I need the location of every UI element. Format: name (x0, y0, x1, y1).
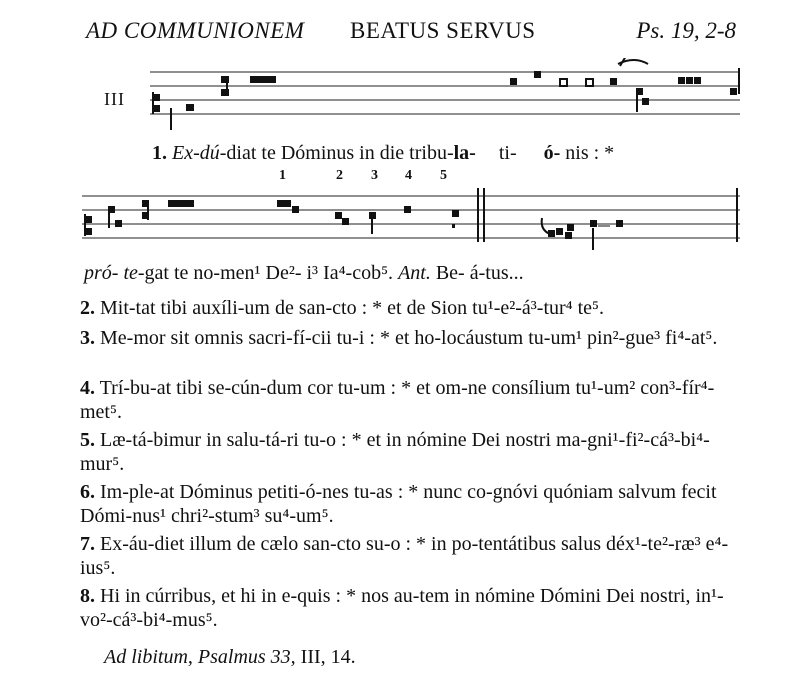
verse-7-text: Ex-áu-diet illum de cælo san-cto su-o : * in po-tentátibus salus déx¹-te²-ræ³ e⁴-ius⁵. (80, 533, 729, 579)
accent-number-3: 3 (371, 168, 378, 183)
header-title-italic: AD COMMUNIONEM (86, 18, 305, 43)
c-clef-icon (152, 92, 160, 114)
syllable-la: la- (453, 142, 476, 164)
page-header (86, 16, 746, 50)
verse-8-text: Hi in cúrribus, et hi in e-quis : * nos au-tem in nómine Dómini Dei nostri, in¹-vo²-cá³-bi⁴-mus⁵. (80, 585, 724, 631)
syllable-o: ó- (543, 142, 561, 164)
verse-4-text: Trí-bu-at tibi se-cún-dum cor tu-um : * et om-ne consílium tu¹-um² con³-fír⁴-met⁵. (80, 377, 715, 423)
verse-4-number: 4. (80, 377, 95, 399)
verse-4 (80, 376, 740, 424)
syllable-ti: ti- (498, 142, 517, 164)
staff-1-notation (150, 58, 742, 134)
psalm-reference: Ps. 19, 2-8 (636, 18, 736, 43)
neumes-staff-1 (170, 68, 740, 130)
underlay-rest: diat te Dóminus in die tribu- (226, 142, 454, 164)
second-underlay (84, 262, 524, 285)
c-clef-icon-2 (84, 214, 92, 236)
syllable-ex-du: Ex-dú- (172, 142, 227, 164)
accent-number-5: 5 (440, 168, 447, 183)
syllable-pro-te: pró- te- (84, 262, 145, 284)
footer-number: 14. (330, 646, 356, 668)
verse-5-number: 5. (80, 429, 95, 451)
intonation-underlay (152, 142, 614, 165)
accent-number-1: 1 (279, 168, 286, 183)
verse-2-number: 2. (80, 297, 95, 319)
verse-7 (80, 532, 740, 580)
chant-staff-1 (150, 58, 742, 134)
verse-6-text: Im-ple-at Dóminus petiti-ó-nes tu-as : * nunc co-gnóvi quóniam salvum fecit Dómi-nus¹ chri²-stum³ su⁴-um⁵. (80, 481, 717, 527)
neumes-staff-2 (108, 188, 738, 250)
verse-6-number: 6. (80, 481, 95, 503)
verse-7-number: 7. (80, 533, 95, 555)
verse-3 (80, 326, 740, 350)
verse-3-text: Me-mor sit omnis sacri-fí-cii tu-i : * et ho-locáustum tu-um¹ pin²-gue³ fi⁴-at⁵. (100, 327, 718, 349)
verse-5-text: Læ-tá-bimur in salu-tá-ri tu-o : * et in nómine Dei nostri ma-gni¹-fi²-cá³-bi⁴-mur⁵. (80, 429, 710, 475)
header-title-roman: BEATUS SERVUS (350, 18, 536, 43)
verse-3-number: 3. (80, 327, 95, 349)
staff-2-notation (82, 188, 742, 258)
chant-staff-2 (82, 188, 742, 258)
mode-label: III (104, 89, 125, 109)
verse-5 (80, 428, 740, 476)
verse-8 (80, 584, 740, 632)
verse-2-text: Mit-tat tibi auxíli-um de san-cto : * et de Sion tu¹-e²-á³-tur⁴ te⁵. (100, 297, 605, 319)
verse-2 (80, 296, 740, 320)
verse-8-number: 8. (80, 585, 95, 607)
underlay-rest-2: gat te no-men¹ De²- i³ Ia⁴-cob⁵. (144, 262, 394, 284)
verse-6 (80, 480, 740, 528)
ad-libitum-note (104, 646, 356, 669)
footer-mode: III, (300, 646, 326, 668)
syllable-nis: nis : * (565, 142, 615, 164)
accent-number-4: 4 (405, 168, 412, 183)
antiphon-label: Ant. (398, 262, 431, 284)
footer-lead: Ad libitum, Psalmus 33, (104, 646, 296, 668)
accent-number-2: 2 (336, 168, 343, 183)
antiphon-incipit: Be- á-tus... (435, 262, 524, 284)
verse-number-1: 1. (152, 142, 167, 164)
